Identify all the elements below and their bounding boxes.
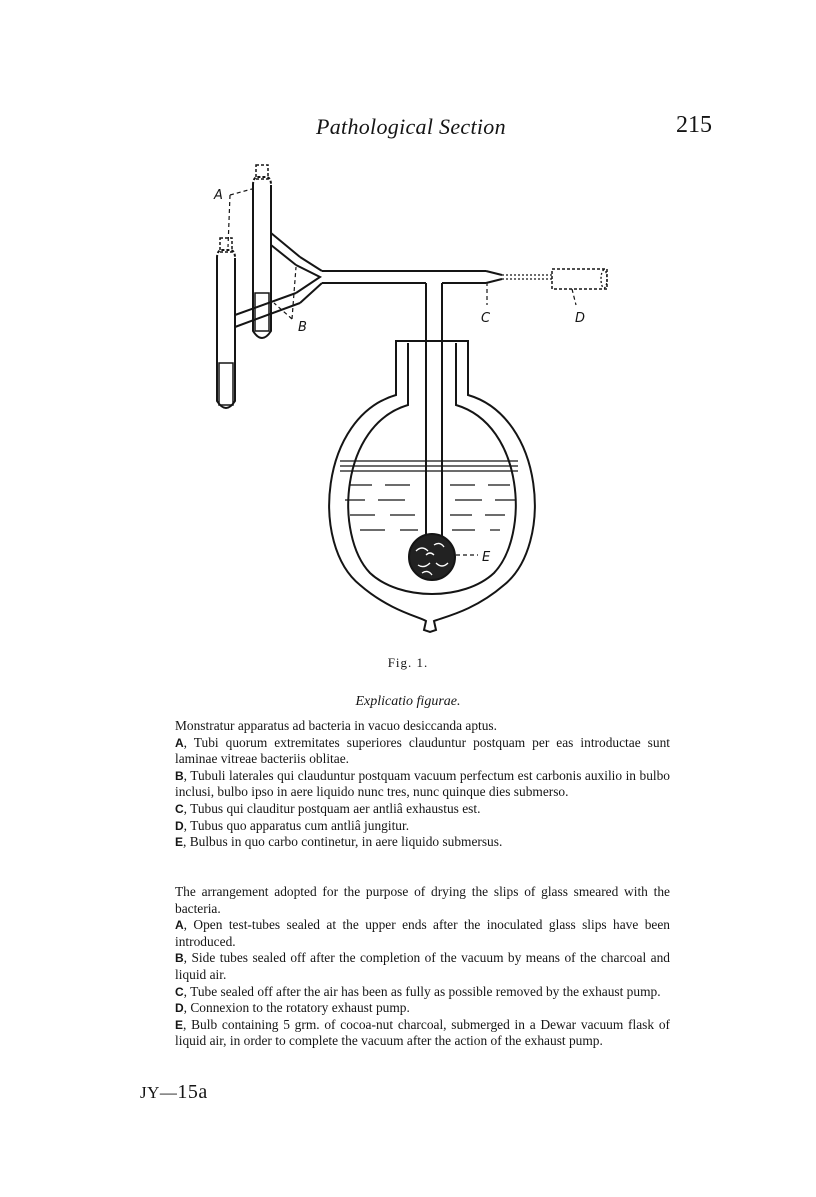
printer-signature (140, 1081, 208, 1104)
latin-explanation (175, 718, 670, 851)
english-item-d-label: D (175, 1001, 184, 1016)
latin-item-e-label: E (175, 835, 184, 850)
side-tube-lower (235, 293, 296, 315)
label-e: E (482, 550, 491, 565)
english-item-a-text: , Open test-tubes sealed at the upper ends after the inoculated glass slips have been introduced. (175, 917, 670, 949)
running-header-title: Pathological Section (316, 114, 506, 139)
latin-item-a-label: A (175, 735, 184, 750)
liquid-air-lines (340, 461, 518, 530)
glass-slip-right (255, 293, 269, 331)
latin-item-d-label: D (175, 818, 184, 833)
charcoal-bulb (409, 534, 455, 580)
english-item-a-label: A (175, 918, 184, 933)
apparatus-figure (200, 155, 620, 640)
side-tube-upper (271, 233, 300, 257)
latin-item-a-text: , Tubi quorum extremitates superiores clauduntur postquam per eas introductae sunt laminae vitreae bacteriis oblitae. (175, 734, 670, 767)
latin-intro: Monstratur apparatus ad bacteria in vacuo desiccanda aptus. (175, 718, 497, 733)
latin-item-d (175, 818, 670, 835)
latin-item-e-text: , Bulbus in quo carbo continetur, in aere liquido submersus. (183, 834, 503, 850)
english-item-b-text: , Side tubes sealed off after the completion of the vacuum by means of the charcoal and liquid air. (175, 950, 670, 982)
inner-tube (426, 283, 442, 550)
pump-connector-end (601, 270, 607, 288)
english-item-c-text: , Tube sealed off after the air has been as fully as possible removed by the exhaust pump. (183, 983, 661, 999)
main-tube-taper (486, 271, 502, 283)
label-a: A (214, 188, 223, 203)
label-b: B (298, 320, 307, 335)
latin-item-b (175, 768, 670, 801)
figure-caption-prefix: Fig. (387, 655, 413, 670)
latin-item-b-text: , Tubuli laterales qui clauduntur postquam vacuum perfectum est carbonis auxilio in bulbo inclusi, bulbo ipso in aere liquido nunc tres, nunc quinque dies submerso. (175, 767, 670, 800)
signature-number: 15a (177, 1081, 208, 1103)
page-number: 215 (676, 112, 712, 138)
explicatio-title: Explicatio figurae. (355, 694, 461, 709)
english-item-e-text: , Bulb containing 5 grm. of cocoa-nut charcoal, submerged in a Dewar vacuum flask of liquid air, in order to complete the vacuum after the action of the exhaust pump. (175, 1016, 670, 1049)
figure-caption-number: 1. (416, 655, 429, 670)
english-item-e-label: E (175, 1017, 184, 1032)
figure-caption (0, 655, 816, 671)
english-item-c-label: C (175, 984, 184, 999)
english-item-d-text: , Connexion to the rotatory exhaust pump. (183, 1000, 410, 1016)
pump-connector (552, 269, 607, 289)
english-explanation (175, 884, 670, 1050)
signature-prefix: JY— (140, 1083, 178, 1102)
dewar-flask-outer (329, 341, 535, 632)
english-item-d (175, 1000, 670, 1017)
english-item-b (175, 950, 670, 983)
side-tube-upper-2 (271, 245, 296, 265)
english-intro: The arrangement adopted for the purpose of drying the slips of glass smeared with the bacteria. (175, 884, 670, 916)
junction (296, 257, 322, 303)
side-tube-lower-2 (235, 303, 300, 327)
glass-slip-left (219, 363, 233, 405)
label-c: C (481, 311, 491, 326)
label-d: D (575, 311, 586, 326)
english-item-c (175, 984, 670, 1001)
english-item-e (175, 1017, 670, 1050)
latin-item-e (175, 834, 670, 851)
latin-item-c-label: C (175, 801, 184, 816)
latin-item-c (175, 801, 670, 818)
english-item-b-label: B (175, 951, 184, 966)
tube-to-pump (502, 275, 552, 279)
latin-item-c-text: , Tubus qui clauditur postquam aer antliâ exhaustus est. (183, 800, 481, 816)
english-item-a (175, 917, 670, 950)
latin-item-a (175, 735, 670, 768)
latin-item-b-label: B (175, 768, 184, 783)
latin-item-d-text: , Tubus quo apparatus cum antliâ jungitur. (183, 817, 410, 833)
